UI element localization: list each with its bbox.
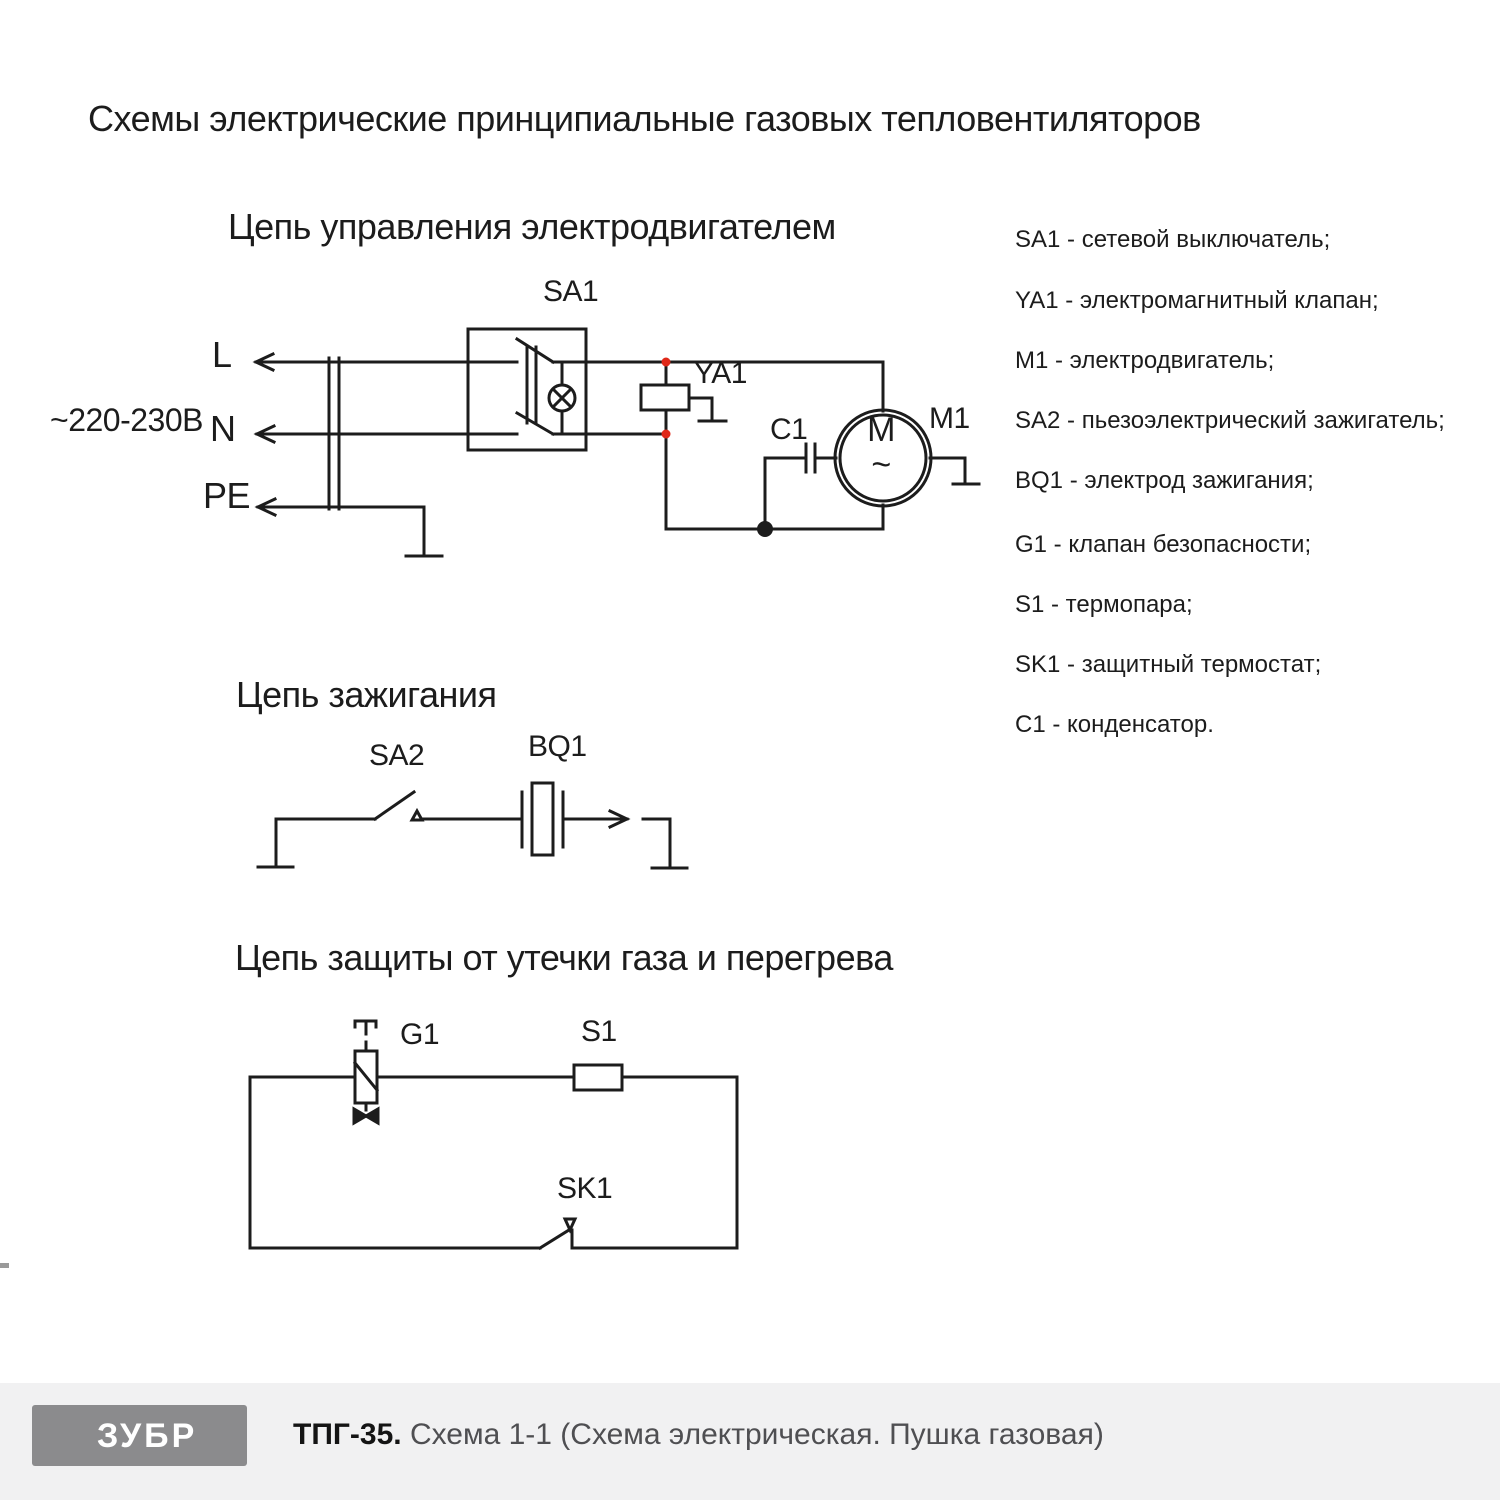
- legend-item-sk1: SK1 - защитный термостат;: [1015, 651, 1322, 678]
- terminal-pe-label: PE: [203, 475, 251, 516]
- s1-thermocouple-symbol: [574, 1065, 622, 1090]
- page-edge-mark: [0, 1263, 9, 1268]
- s1-label: S1: [581, 1015, 617, 1048]
- c1-capacitor-symbol: [765, 444, 836, 529]
- circuit3-drawing: [250, 1018, 737, 1248]
- zubr-logo-text: ЗУБР: [97, 1417, 198, 1455]
- motor-sine-symbol: ~: [871, 446, 891, 484]
- circuit1-title: Цепь управления электродвигателем: [228, 206, 836, 247]
- junction-red-bottom: [662, 430, 671, 439]
- legend-item-g1: G1 - клапан безопасности;: [1015, 531, 1312, 558]
- legend-item-s1: S1 - термопара;: [1015, 591, 1193, 618]
- m1-motor-symbol: [835, 362, 979, 529]
- terminal-n-arrow-icon: [257, 426, 517, 442]
- circuit2-title: Цепь зажигания: [236, 674, 497, 715]
- motor-m-letter: M: [867, 411, 895, 449]
- bq1-label: BQ1: [528, 730, 587, 763]
- sa1-label: SA1: [543, 275, 599, 308]
- legend-item-sa2: SA2 - пьезоэлектрический зажигатель;: [1015, 407, 1445, 434]
- footer-model: ТПГ-35.: [293, 1418, 402, 1451]
- c1-label: C1: [770, 413, 808, 446]
- ya1-label: YA1: [694, 357, 747, 390]
- legend-item-m1: M1 - электродвигатель;: [1015, 347, 1275, 374]
- legend-item-bq1: BQ1 - электрод зажигания;: [1015, 467, 1314, 494]
- terminal-l-arrow-icon: [256, 354, 517, 370]
- bq1-electrode-symbol: [522, 783, 687, 868]
- sa2-label: SA2: [369, 739, 425, 772]
- page-title: Схемы электрические принципиальные газовых тепловентиляторов: [88, 98, 1201, 139]
- voltage-label: ~220-230В: [50, 402, 203, 438]
- junction-red-top: [662, 358, 671, 367]
- sk1-thermostat-symbol: [540, 1219, 575, 1248]
- sa1-switch-symbol: [468, 329, 586, 450]
- terminal-n-label: N: [210, 408, 236, 449]
- sk1-label: SK1: [557, 1172, 613, 1205]
- legend-item-sa1: SA1 - сетевой выключатель;: [1015, 226, 1331, 253]
- g1-label: G1: [400, 1018, 440, 1051]
- legend-item-c1: C1 - конденсатор.: [1015, 711, 1214, 738]
- legend-item-ya1: YA1 - электромагнитный клапан;: [1015, 287, 1379, 314]
- circuit3-title: Цепь защиты от утечки газа и перегрева: [235, 937, 893, 978]
- terminal-pe-arrow-icon: [258, 499, 442, 556]
- terminal-l-label: L: [212, 334, 232, 375]
- m1-label: M1: [929, 402, 970, 435]
- footer-caption: Схема 1-1 (Схема электрическая. Пушка газовая): [409, 1418, 1104, 1451]
- footer-caption-line: [293, 1420, 1104, 1450]
- circuit2-drawing: [258, 783, 687, 868]
- g1-valve-symbol: [354, 1021, 378, 1123]
- sa2-igniter-symbol: [258, 792, 522, 867]
